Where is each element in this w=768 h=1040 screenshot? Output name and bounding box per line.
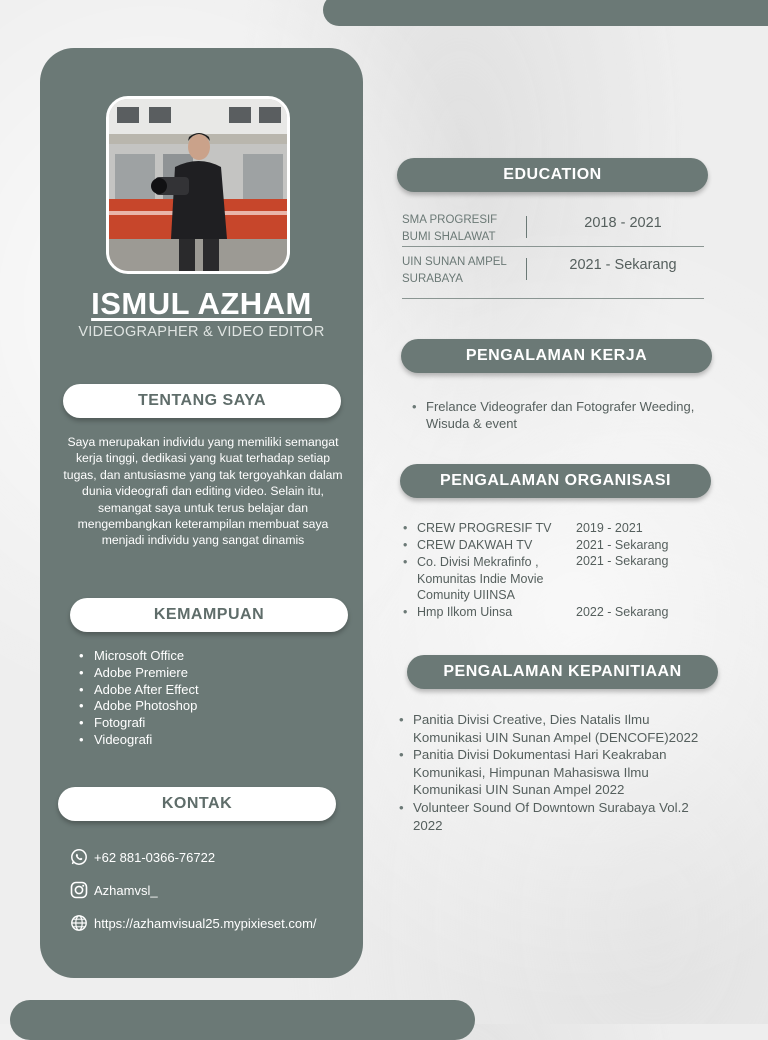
education-school-line: SMA PROGRESIF (402, 214, 498, 226)
whatsapp-icon (70, 848, 88, 866)
skill-item: • Videografi (94, 732, 199, 749)
skill-item: • Microsoft Office (94, 648, 199, 665)
committee-item: • Panitia Divisi Dokumentasi Hari Keakraban Komunikasi, Himpunan Mahasiswa Ilmu Komunikasi UIN Sunan Ampel 2022 (413, 746, 713, 799)
organization-name: CREW DAKWAH TV (417, 538, 533, 552)
education-school-line: SURABAYA (402, 272, 463, 285)
bottom-decor-bar (10, 1000, 475, 1040)
skills-list (94, 648, 199, 749)
organization-name: Hmp Ilkom Uinsa (417, 605, 513, 619)
contact-phone-row (70, 848, 215, 866)
committee-heading: PENGALAMAN KEPANITIAAN (407, 655, 718, 689)
committee-list (413, 711, 713, 834)
contact-website-row (70, 914, 317, 932)
education-row (402, 252, 704, 299)
organization-years: 2019 - 2021 (576, 521, 643, 535)
committee-item: • Volunteer Sound Of Downtown Surabaya Vol.2 2022 (413, 799, 713, 834)
organization-years: 2021 - Sekarang (576, 554, 669, 568)
contact-heading: KONTAK (58, 787, 336, 821)
skills-heading: KEMAMPUAN (70, 598, 348, 632)
education-years: 2018 - 2021 (584, 215, 662, 231)
skill-item: • Adobe After Effect (94, 682, 199, 699)
profile-photo (106, 96, 290, 274)
organization-years: 2021 - Sekarang (576, 538, 669, 552)
instagram-icon (70, 881, 88, 899)
skill-item: • Adobe Photoshop (94, 698, 199, 715)
organization-heading: PENGALAMAN ORGANISASI (400, 464, 711, 498)
education-school (402, 212, 522, 245)
education-school-line: UIN SUNAN AMPEL (402, 256, 507, 268)
top-decor-bar (323, 0, 768, 26)
about-heading: TENTANG SAYA (63, 384, 341, 418)
skill-item: • Fotografi (94, 715, 199, 732)
education-divider (526, 258, 527, 280)
education-school-line: BUMI SHALAWAT (402, 230, 496, 243)
work-heading: PENGALAMAN KERJA (401, 339, 712, 373)
education-divider (526, 216, 527, 238)
work-list (426, 398, 706, 432)
globe-icon (70, 914, 88, 932)
organization-name: CREW PROGRESIF TV (417, 521, 552, 535)
organization-years: 2022 - Sekarang (576, 605, 669, 619)
education-school (402, 254, 522, 287)
education-row (402, 210, 704, 247)
about-text: Saya merupakan individu yang memiliki semangat kerja tinggi, dedikasi yang kuat terhadap setiap tugas, dan antusiasme yang tak tergoyahkan dalam dunia videografi dan editing video. Selain itu, semangat saya untuk terus belajar dan mengembangkan keterampilan membuat saya menjadi individu yang sangat dinamis (63, 435, 343, 548)
contact-instagram-row (70, 881, 158, 899)
profile-name: ISMUL AZHAM (91, 286, 312, 321)
work-item: • Frelance Videografer dan Fotografer Weeding, Wisuda & event (426, 398, 706, 432)
education-years: 2021 - Sekarang (569, 257, 677, 273)
committee-item: • Panitia Divisi Creative, Dies Natalis Ilmu Komunikasi UIN Sunan Ampel (DENCOFE)2022 (413, 711, 713, 746)
profile-photo-illustration (109, 99, 287, 271)
contact-instagram[interactable]: Azhamvsl_ (94, 882, 158, 898)
contact-phone[interactable]: +62 881-0366-76722 (94, 849, 216, 865)
education-heading: EDUCATION (397, 158, 708, 192)
skill-item: • Adobe Premiere (94, 665, 199, 682)
profile-role: VIDEOGRAPHER & VIDEO EDITOR (78, 324, 325, 340)
organization-name: Co. Divisi Mekrafinfo , Komunitas Indie Movie Comunity UIINSA (417, 555, 544, 603)
contact-website[interactable]: https://azhamvisual25.mypixieset.com/ (94, 915, 317, 931)
